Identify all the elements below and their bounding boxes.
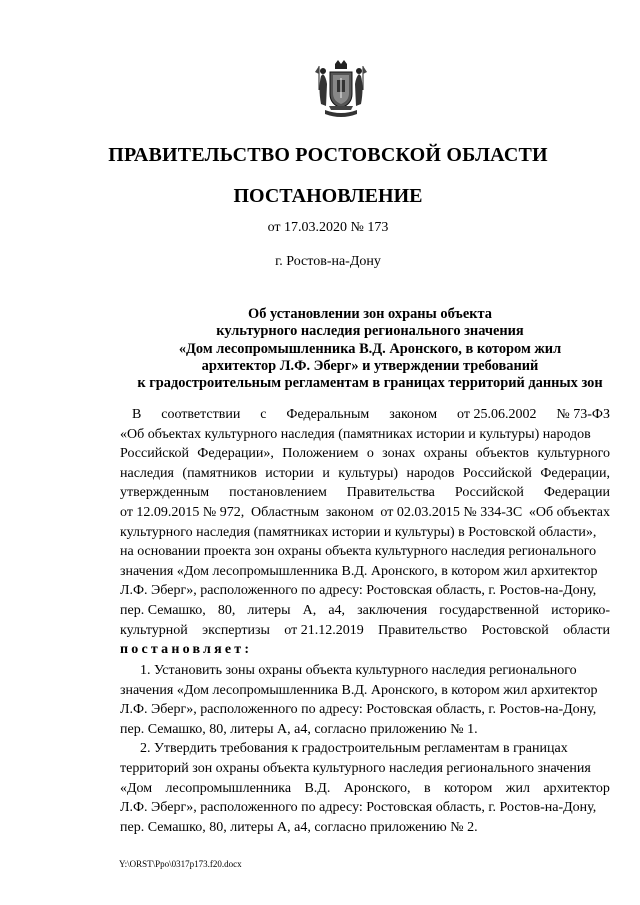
subject-line: к градостроительным регламентам в границах территорий данных зон [137,375,603,392]
government-title: ПРАВИТЕЛЬСТВО РОСТОВСКОЙ ОБЛАСТИ [108,144,548,166]
document-subject [80,306,640,392]
decree-word: постановляет: [120,642,253,658]
subject-line: Об установлении зон охраны объекта [248,306,492,322]
preamble-line [120,640,610,660]
item-2-line: «Дом лесопромышленника В.Д. Аронского, в котором жил архитектор [120,780,610,796]
coat-of-arms-icon [315,60,367,122]
item-1-line: пер. Семашко, 80, литеры А, а4, согласно приложению № 1. [120,721,478,737]
preamble-line: культурной экспертизы от 21.12.2019 Правительство Ростовской области [120,622,610,638]
preamble-line: Л.Ф. Эберг», расположенного по адресу: Ростовская область, г. Ростов-на-Дону, [120,583,597,599]
item-2-line: Л.Ф. Эберг», расположенного по адресу: Ростовская область, г. Ростов-на-Дону, [120,800,597,816]
item-2-line: 2. Утвердить требования к градостроительным регламентам в границах [140,741,568,757]
file-path-footer: Y:\ORST\Ppo\0317p173.f20.docx [119,859,242,869]
preamble-line: на основании проекта зон охраны объекта культурного наследия регионального [120,544,597,560]
item-1-line: 1. Установить зоны охраны объекта культурного наследия регионального [140,663,577,678]
item-2-line: пер. Семашко, 80, литеры А, а4, согласно приложению № 2. [120,819,478,835]
document-date-number: от 17.03.2020 № 173 [267,220,389,235]
subject-line: культурного наследия регионального значения [216,323,524,340]
preamble-line: значения «Дом лесопромышленника В.Д. Аронского, в котором жил архитектор [120,563,598,579]
subject-line: «Дом лесопромышленника В.Д. Аронского, в котором жил [178,340,562,357]
preamble-line: от 12.09.2015 № 972, Областным законом от 02.03.2015 № 334-ЗС «Об объектах [120,504,610,520]
preamble-line: пер. Семашко, 80, литеры А, а4, заключения государственной историко- [120,602,610,618]
subject-line: архитектор Л.Ф. Эберг» и утверждении требований [201,357,539,374]
document-type: ПОСТАНОВЛЕНИЕ [233,185,423,207]
document-city: г. Ростов-на-Дону [275,254,381,269]
preamble-line: культурного наследия (памятниках истории и культуры) в Ростовской области», [120,524,597,540]
item-1-line: значения «Дом лесопромышленника В.Д. Аронского, в котором жил архитектор [120,682,598,698]
preamble-line: «Об объектах культурного наследия (памятниках истории и культуры) народов [120,426,591,442]
preamble-line: утвержденным постановлением Правительства Российской Федерации [120,485,610,501]
preamble-paragraph [120,405,610,660]
item-2-line: территорий зон охраны объекта культурного наследия регионального значения [120,760,591,776]
decree-items [120,661,610,837]
preamble-line: наследия (памятников истории и культуры) народов Российской Федерации, [120,465,610,481]
preamble-line: Российской Федерации», Положением о зонах охраны объектов культурного [120,446,610,462]
item-1-line: Л.Ф. Эберг», расположенного по адресу: Ростовская область, г. Ростов-на-Дону, [120,702,597,718]
preamble-line: В соответствии с Федеральным законом от 25.06.2002 № 73-ФЗ [132,407,610,422]
